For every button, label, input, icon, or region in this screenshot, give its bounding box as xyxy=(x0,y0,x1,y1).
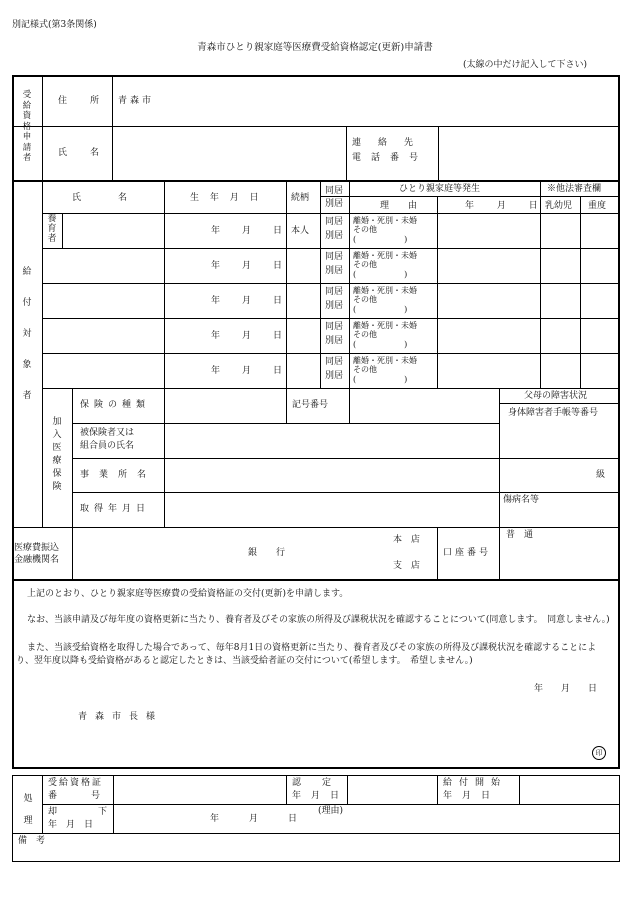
row3-separate: 別居 xyxy=(325,301,344,311)
account-number-label: 口座番号 xyxy=(443,548,492,558)
office-name-label: 事業所名 xyxy=(80,470,157,480)
contact-label: 連 絡 先 xyxy=(352,138,418,148)
row1-reason-3: ( ) xyxy=(353,235,408,244)
row2-reason-1[interactable]: 離婚・死別・未婚 xyxy=(353,251,417,260)
row1-birth-m: 月 xyxy=(242,226,252,236)
seal-mark: 印 xyxy=(592,746,606,760)
row1-reason-1[interactable]: 離婚・死別・未婚 xyxy=(353,216,417,225)
cert-number-label-1: 受給資格証 xyxy=(48,778,104,788)
col-reason: 理 由 xyxy=(380,201,425,211)
row4-separate: 別居 xyxy=(325,336,344,346)
row2-birth-m: 月 xyxy=(242,261,252,271)
col-occurrence: ひとり親家庭等発生 xyxy=(399,184,481,194)
col-infant: 乳幼児 xyxy=(545,201,573,211)
reject-reason: (理由) xyxy=(318,806,344,816)
row2-birth-y: 年 xyxy=(211,261,221,271)
row4-reason-1[interactable]: 離婚・死別・未婚 xyxy=(353,321,417,330)
statement-p1: 上記のとおり、ひとり親家庭等医療費の受給資格証の交付(更新)を申請します。 xyxy=(27,589,349,599)
name-label: 氏 名 xyxy=(58,148,107,158)
name-field[interactable] xyxy=(113,127,346,180)
row4-cohabit: 同居 xyxy=(325,322,344,332)
col-cohabit: 同居 xyxy=(325,186,344,196)
col-separate: 別居 xyxy=(325,199,344,209)
approved-label-1: 認 定 xyxy=(292,778,338,788)
col-occ-date: 年 月 日 xyxy=(465,201,548,211)
guardian-label: 養育者 xyxy=(47,214,57,244)
row1-relation: 本人 xyxy=(291,226,310,236)
row4-birth-d: 日 xyxy=(273,331,283,341)
row2-cohabit: 同居 xyxy=(325,252,344,262)
processing-label: 処理 xyxy=(23,794,33,826)
col-relation: 続柄 xyxy=(291,193,310,203)
col-birthdate: 生 年 月 日 xyxy=(190,193,263,203)
instruction-note: (太線の中だけ記入して下さい) xyxy=(463,60,588,70)
row5-cohabit: 同居 xyxy=(325,357,344,367)
col-severe: 重度 xyxy=(588,201,607,211)
form-id: 別記様式(第3条関係) xyxy=(12,20,97,30)
insurance-type-label: 保険の種類 xyxy=(80,400,151,410)
account-number-field[interactable] xyxy=(500,542,619,578)
row5-birth-y: 年 xyxy=(211,366,221,376)
insured-name-field[interactable] xyxy=(165,424,499,458)
row2-reason-2[interactable]: その他 xyxy=(353,260,377,269)
row1-separate: 別居 xyxy=(325,231,344,241)
row5-reason-3: ( ) xyxy=(353,375,408,384)
form-title: 青森市ひとり親家庭等医療費受給資格認定(更新)申請書 xyxy=(197,42,433,53)
start-label-1: 給付開始 xyxy=(443,778,508,788)
row3-birth-d: 日 xyxy=(273,296,283,306)
row5-birth-d: 日 xyxy=(273,366,283,376)
row3-reason-2[interactable]: その他 xyxy=(353,295,377,304)
approved-label-2: 年月日 xyxy=(292,791,350,801)
remarks-label: 備 考 xyxy=(18,836,46,846)
disability-grade: 級 xyxy=(596,470,606,480)
applicant-section-label: 受給資格申請者 xyxy=(22,90,32,163)
row3-birth-m: 月 xyxy=(242,296,252,306)
row1-birth-y: 年 xyxy=(211,226,221,236)
row1-reason-2[interactable]: その他 xyxy=(353,225,377,234)
statement-date[interactable]: 年 月 日 xyxy=(534,684,598,694)
row4-birth-m: 月 xyxy=(242,331,252,341)
row5-reason-2[interactable]: その他 xyxy=(353,365,377,374)
statement-p2: なお、当該申請及び毎年度の資格更新に当たり、養育者及びその家族の所得及び課税状況を確認することについて(同意します。 同意しません。) xyxy=(27,615,610,625)
row4-reason-2[interactable]: その他 xyxy=(353,330,377,339)
row4-birth-y: 年 xyxy=(211,331,221,341)
row2-birth-d: 日 xyxy=(273,261,283,271)
address-field[interactable]: 青森市 xyxy=(118,96,155,106)
symbol-number-label: 記号番号 xyxy=(292,400,329,410)
branch-office: 支 店 xyxy=(393,561,423,571)
row3-birth-y: 年 xyxy=(211,296,221,306)
row5-birth-m: 月 xyxy=(242,366,252,376)
row5-reason-1[interactable]: 離婚・死別・未婚 xyxy=(353,356,417,365)
acquired-date-field[interactable] xyxy=(165,493,499,527)
row3-reason-1[interactable]: 離婚・死別・未婚 xyxy=(353,286,417,295)
bank-suffix: 銀 行 xyxy=(248,548,291,558)
beneficiary-section-label: 給付対象者 xyxy=(22,267,32,401)
insurance-type-field[interactable] xyxy=(165,389,286,423)
col-name: 氏 名 xyxy=(72,193,142,203)
phone-label: 電話番号 xyxy=(352,153,429,163)
acquired-date-label: 取得年月日 xyxy=(80,504,151,514)
row3-reason-3: ( ) xyxy=(353,305,408,314)
disease-name-label: 傷病名等 xyxy=(503,495,540,505)
address-label: 住 所 xyxy=(58,96,107,106)
disability-title: 父母の障害状況 xyxy=(524,391,588,401)
account-type: 普 通 xyxy=(506,530,534,540)
cert-number-label-2: 番号 xyxy=(48,791,135,801)
col-other-review: ※他法審査欄 xyxy=(547,184,602,194)
symbol-number-field[interactable] xyxy=(350,389,499,423)
statement-p3: また、当該受給資格を取得した場合であって、毎年8月1日の資格更新に当たり、養育者及びその家族の所得及び課税状況を確認することにより、翌年度以降も受給資格があると認定したときは、当該受給者証の交付について(希望します。 希望しません。) xyxy=(16,643,597,666)
bank-label-1: 医療費振込 xyxy=(14,543,60,553)
reject-label-2: 年月日 xyxy=(48,820,103,830)
row2-separate: 別居 xyxy=(325,266,344,276)
row4-reason-3: ( ) xyxy=(353,340,408,349)
reject-date: 年 月 日 xyxy=(210,814,302,824)
row5-separate: 別居 xyxy=(325,371,344,381)
bank-label-2: 金融機関名 xyxy=(14,555,60,565)
start-label-2: 年月日 xyxy=(443,791,501,801)
insured-name-label-1: 被保険者又は xyxy=(80,428,135,438)
row1-cohabit: 同居 xyxy=(325,217,344,227)
insurance-section-label: 加入医療保険 xyxy=(52,417,62,492)
office-name-field[interactable] xyxy=(165,459,499,492)
head-office: 本 店 xyxy=(393,535,423,545)
addressee: 青森市長様 xyxy=(78,712,164,722)
reject-label-1: 却 下 xyxy=(48,807,124,817)
row3-cohabit: 同居 xyxy=(325,287,344,297)
insured-name-label-2: 組合員の氏名 xyxy=(80,441,135,451)
phone-field[interactable] xyxy=(439,127,619,180)
row2-reason-3: ( ) xyxy=(353,270,408,279)
handbook-number-label: 身体障害者手帳等番号 xyxy=(508,408,599,418)
row1-birth-d: 日 xyxy=(273,226,283,236)
